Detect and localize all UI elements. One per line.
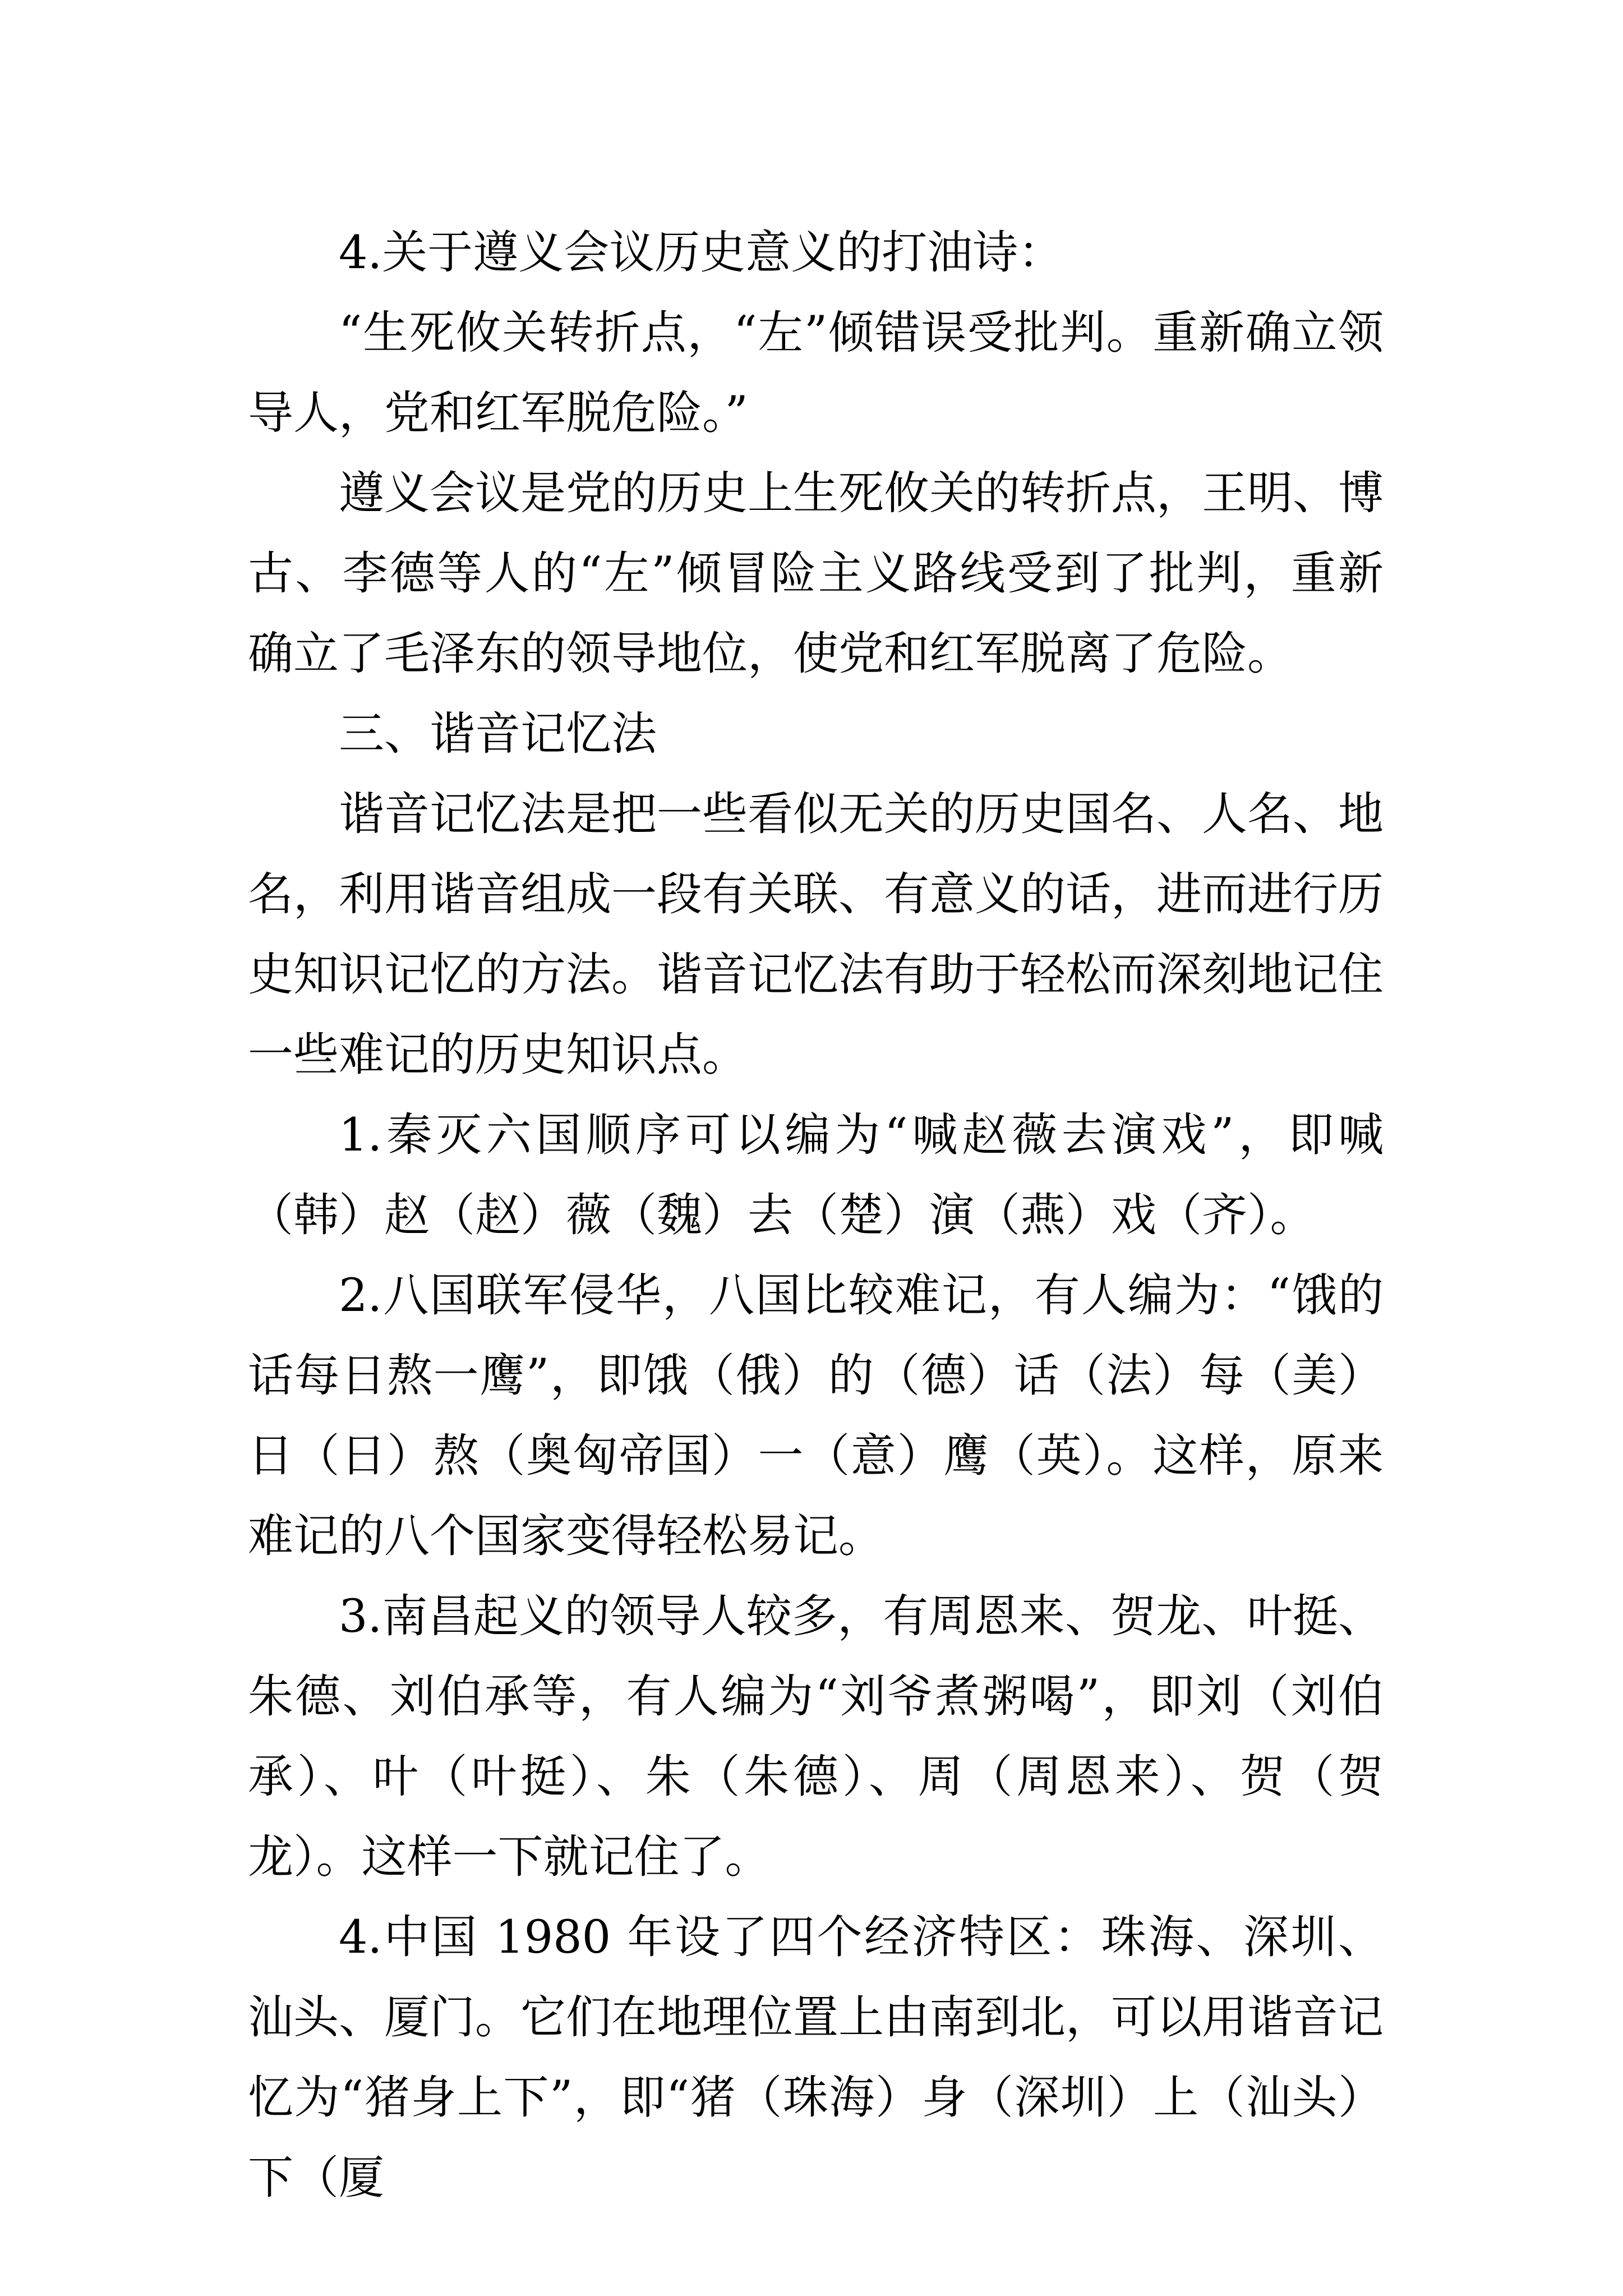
paragraph-example-special-economic-zones: 4.中国 1980 年设了四个经济特区：珠海、深圳、汕头、厦门。它们在地理位置上由南到北，可以用谐音记忆为“猪身上下”，即“猪（珠海）身（深圳）上（汕头）下（厦 bbox=[248, 1911, 1384, 2205]
paragraph-poem-heading: 4.关于遵义会议历史意义的打油诗： bbox=[339, 227, 1064, 279]
paragraph-poem-text: “生死攸关转折点，“左”倾错误受批判。重新确立领导人，党和红军脱危险。” bbox=[248, 307, 1384, 440]
paragraph-example-eight-nation-alliance: 2.八国联军侵华，八国比较难记，有人编为：“饿的话每日熬一鹰”，即饿（俄）的（德）话（法）每（美）日（日）熬（奥匈帝国）一（意）鹰（英）。这样，原来难记的八个国家变得轻松易记。 bbox=[248, 1269, 1384, 1563]
section-heading-homophone-method: 三、谐音记忆法 bbox=[339, 708, 657, 761]
paragraph-example-nanchang-uprising: 3.南昌起义的领导人较多，有周恩来、贺龙、叶挺、朱德、刘伯承等，有人编为“刘爷煮粥喝”，即刘（刘伯承）、叶（叶挺）、朱（朱德）、周（周恩来）、贺（贺龙）。这样一下就记住了。 bbox=[248, 1590, 1384, 1884]
paragraph-homophone-definition: 谐音记忆法是把一些看似无关的历史国名、人名、地名，利用谐音组成一段有关联、有意义的话，进而进行历史知识记忆的方法。谐音记忆法有助于轻松而深刻地记住一些难记的历史知识点。 bbox=[248, 788, 1384, 1082]
paragraph-poem-explanation: 遵义会议是党的历史上生死攸关的转折点，王明、博古、李德等人的“左”倾冒险主义路线受到了批判，重新确立了毛泽东的领导地位，使党和红军脱离了危险。 bbox=[248, 467, 1384, 680]
document-body bbox=[248, 213, 1384, 2219]
paragraph-example-qin-six-states: 1.秦灭六国顺序可以编为“喊赵薇去演戏”，即喊（韩）赵（赵）薇（魏）去（楚）演（燕）戏（齐）。 bbox=[248, 1109, 1384, 1242]
